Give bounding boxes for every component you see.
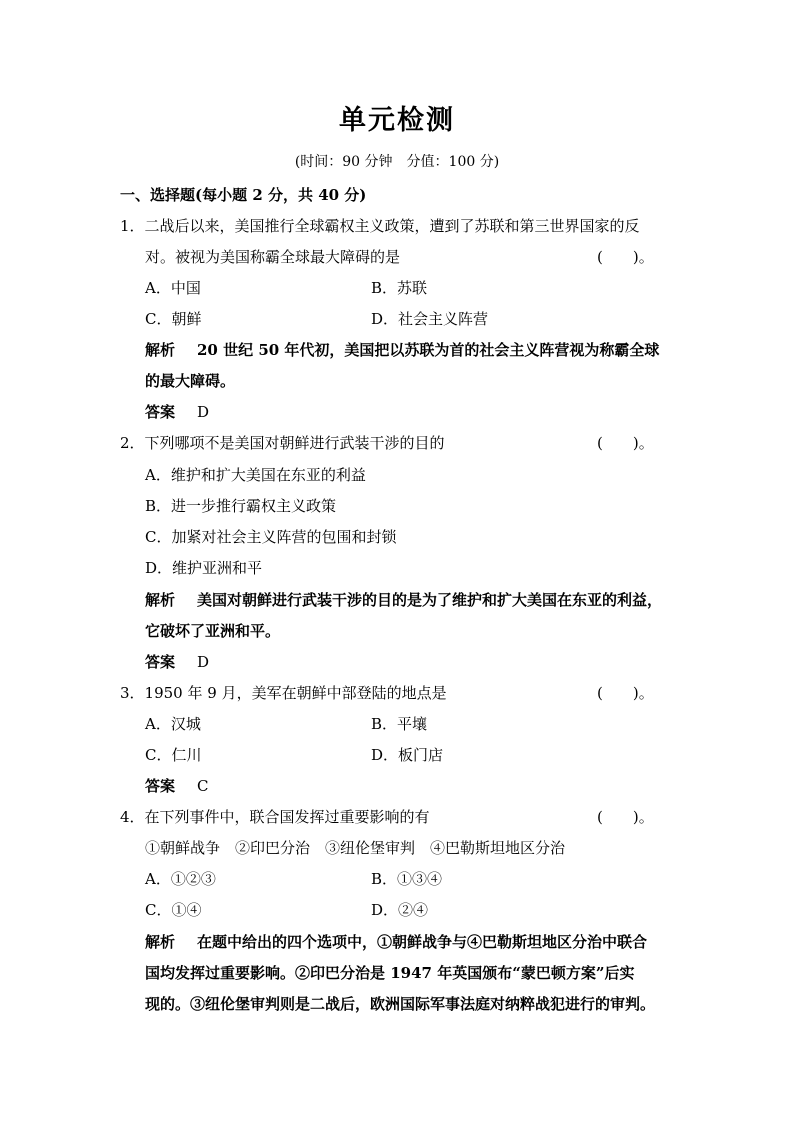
q1-stem-line2: 对。被视为美国称霸全球最大障碍的是 [145, 248, 401, 266]
q4-option-c: C．①④ [145, 901, 202, 919]
q3-option-a: A．汉城 [145, 715, 201, 733]
q4-option-d: D．②④ [371, 901, 429, 919]
q4-stem-line1: 4．在下列事件中，联合国发挥过重要影响的有 [120, 808, 430, 826]
q1-analysis-line1: 解析 20 世纪 50 年代初，美国把以苏联为首的社会主义阵营视为称霸全球 [145, 341, 660, 359]
q1-stem-line1: 1．二战后以来，美国推行全球霸权主义政策，遭到了苏联和第三世界国家的反 [120, 217, 640, 235]
section-header: 一、选择题(每小题 2 分，共 40 分) [120, 186, 367, 204]
q3-option-c: C．仁川 [145, 746, 202, 764]
q2-analysis-line2: 它破坏了亚洲和平。 [145, 622, 281, 640]
page-title: 单元检测 [339, 105, 455, 136]
q3-answer: 答案 C [145, 777, 209, 795]
q2-option-b: B．进一步推行霸权主义政策 [145, 497, 337, 515]
q4-stem-line2: ①朝鲜战争 ②印巴分治 ③纽伦堡审判 ④巴勒斯坦地区分治 [145, 839, 566, 857]
q4-analysis-line2: 国均发挥过重要影响。②印巴分治是 1947 年英国颁布“蒙巴顿方案”后实 [145, 964, 635, 982]
q1-option-c: C．朝鲜 [145, 310, 202, 328]
q2-option-d: D．维护亚洲和平 [145, 559, 263, 577]
q4-answer-bracket: ( )。 [597, 808, 654, 826]
q2-analysis-line1: 解析 美国对朝鲜进行武装干涉的目的是为了维护和扩大美国在东亚的利益， [145, 591, 663, 609]
q1-option-d: D．社会主义阵营 [371, 310, 489, 328]
q3-option-d: D．板门店 [371, 746, 444, 764]
q1-analysis-line2: 的最大障碍。 [145, 372, 236, 390]
q2-stem-line1: 2．下列哪项不是美国对朝鲜进行武装干涉的目的 [120, 434, 445, 452]
q2-answer-bracket: ( )。 [597, 434, 654, 452]
analysis-label: 解析 [145, 591, 176, 609]
page-subtitle: (时间：90 分钟 分值：100 分) [294, 154, 500, 170]
answer-label: 答案 [145, 777, 176, 795]
q3-answer-bracket: ( )。 [597, 684, 654, 702]
q2-option-c: C．加紧对社会主义阵营的包围和封锁 [145, 528, 397, 546]
q4-analysis-line3: 现的。③纽伦堡审判则是二战后，欧洲国际军事法庭对纳粹战犯进行的审判。 [145, 995, 656, 1013]
q2-option-a: A．维护和扩大美国在东亚的利益 [145, 466, 366, 484]
q1-answer-bracket: ( )。 [597, 248, 654, 266]
q3-option-b: B．平壤 [371, 715, 428, 733]
analysis-label: 解析 [145, 341, 176, 359]
answer-label: 答案 [145, 403, 176, 421]
q2-answer: 答案 D [145, 653, 210, 671]
q3-stem-line1: 3．1950 年 9 月，美军在朝鲜中部登陆的地点是 [120, 684, 447, 702]
q4-option-a: A．①②③ [145, 870, 216, 888]
q4-analysis-line1: 解析 在题中给出的四个选项中，①朝鲜战争与④巴勒斯坦地区分治中联合 [145, 933, 648, 951]
q1-answer: 答案 D [145, 403, 210, 421]
q4-option-b: B．①③④ [371, 870, 443, 888]
q1-option-a: A．中国 [145, 279, 201, 297]
answer-label: 答案 [145, 653, 176, 671]
analysis-label: 解析 [145, 933, 176, 951]
q1-option-b: B．苏联 [371, 279, 428, 297]
